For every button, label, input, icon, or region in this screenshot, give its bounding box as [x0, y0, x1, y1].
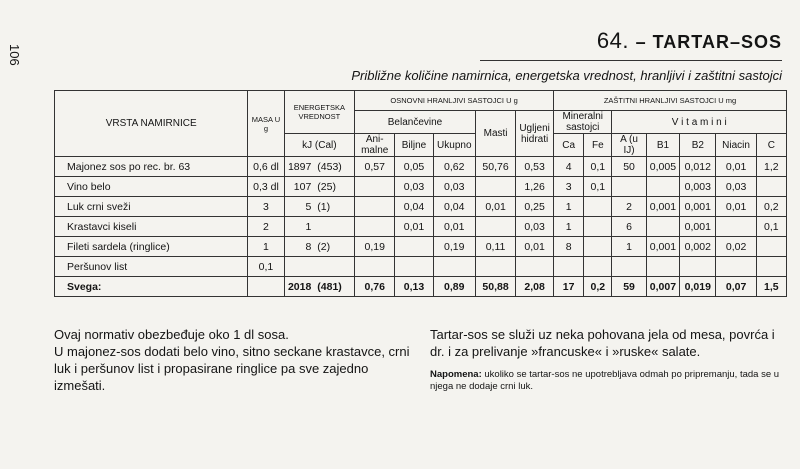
cell-a: 1 — [612, 237, 646, 257]
table-row — [55, 157, 787, 177]
cell-niacin: 0,07 — [716, 277, 756, 297]
cell-cal — [314, 217, 354, 237]
note-label: Napomena: — [430, 369, 482, 380]
cell-ugh: 0,01 — [516, 237, 554, 257]
cell-kj: 107 — [284, 177, 314, 197]
cell-fe — [584, 237, 612, 257]
cell-c — [756, 257, 786, 277]
nutrition-table — [54, 90, 787, 297]
cell-name: Luk crni sveži — [55, 197, 248, 217]
cell-uk: 0,03 — [433, 177, 475, 197]
header-row-1 — [55, 91, 787, 111]
cell-ugh — [516, 257, 554, 277]
cell-a: 2 — [612, 197, 646, 217]
cell-kj: 2018 — [284, 277, 314, 297]
cell-name: Vino belo — [55, 177, 248, 197]
table-row — [55, 237, 787, 257]
col-masti: Masti — [475, 111, 515, 157]
col-c: C — [756, 134, 786, 157]
cell-ca: 1 — [554, 217, 584, 237]
cell-name: Krastavci kiseli — [55, 217, 248, 237]
cell-masti: 0,11 — [475, 237, 515, 257]
cell-b2: 0,001 — [680, 197, 716, 217]
cell-ca: 8 — [554, 237, 584, 257]
cell-fe: 0,1 — [584, 157, 612, 177]
cell-b1: 0,007 — [646, 277, 680, 297]
cell-ca — [554, 257, 584, 277]
cell-masti: 50,76 — [475, 157, 515, 177]
cell-ca: 4 — [554, 157, 584, 177]
note — [430, 369, 786, 393]
cell-c: 0,1 — [756, 217, 786, 237]
cell-ugh: 2,08 — [516, 277, 554, 297]
cell-name: Peršunov list — [55, 257, 248, 277]
col-energetska: ENERGETSKA VREDNOST — [284, 91, 354, 134]
cell-bilj: 0,03 — [395, 177, 433, 197]
cell-kj: 5 — [284, 197, 314, 217]
cell-b1: 0,005 — [646, 157, 680, 177]
cell-name: Majonez sos po rec. br. 63 — [55, 157, 248, 177]
cell-cal: (481) — [314, 277, 354, 297]
col-ca: Ca — [554, 134, 584, 157]
col-animalne: Ani-malne — [355, 134, 395, 157]
left-paragraph-1: Ovaj normativ obezbeđuje oko 1 dl sosa. — [54, 327, 289, 342]
cell-b2: 0,012 — [680, 157, 716, 177]
cell-bilj — [395, 237, 433, 257]
col-b2: B2 — [680, 134, 716, 157]
cell-fe — [584, 217, 612, 237]
col-vitamini: V i t a m i n i — [612, 111, 787, 134]
cell-anim — [355, 257, 395, 277]
right-text: Tartar-sos se služi uz neka pohovana jela od mesa, povrća i dr. i za prelivanje »francuske« i »ruske« salate. — [430, 327, 775, 359]
recipe-number: 64. — [596, 28, 630, 53]
left-text — [54, 326, 414, 394]
cell-c: 1,5 — [756, 277, 786, 297]
cell-a — [612, 257, 646, 277]
col-niacin: Niacin — [716, 134, 756, 157]
cell-niacin — [716, 217, 756, 237]
cell-name: Fileti sardela (ringlice) — [55, 237, 248, 257]
cell-fe: 0,1 — [584, 177, 612, 197]
cell-b1 — [646, 217, 680, 237]
cell-cal — [314, 257, 354, 277]
cell-uk: 0,89 — [433, 277, 475, 297]
cell-c: 1,2 — [756, 157, 786, 177]
col-mineralni: Mineralni sastojci — [554, 111, 612, 134]
cell-masa: 0,6 dl — [248, 157, 284, 177]
col-belancevine: Belančevine — [355, 111, 476, 134]
table-row — [55, 217, 787, 237]
cell-b2: 0,002 — [680, 237, 716, 257]
table-body — [55, 157, 787, 297]
table-row — [55, 197, 787, 217]
cell-kj: 8 — [284, 237, 314, 257]
cell-niacin: 0,02 — [716, 237, 756, 257]
cell-b2: 0,003 — [680, 177, 716, 197]
cell-anim — [355, 197, 395, 217]
cell-ugh: 0,03 — [516, 217, 554, 237]
cell-masa: 0,3 dl — [248, 177, 284, 197]
title-rule — [480, 60, 782, 61]
recipe-name: – TARTAR–SOS — [635, 32, 782, 52]
cell-fe — [584, 257, 612, 277]
cell-a: 50 — [612, 157, 646, 177]
cell-b1 — [646, 257, 680, 277]
col-zastitni: ZAŠTITNI HRANLJIVI SASTOJCI U mg — [554, 91, 787, 111]
cell-b1 — [646, 177, 680, 197]
cell-bilj — [395, 257, 433, 277]
col-a: A (u IJ) — [612, 134, 646, 157]
cell-anim: 0,57 — [355, 157, 395, 177]
cell-ca: 3 — [554, 177, 584, 197]
col-b1: B1 — [646, 134, 680, 157]
cell-ugh: 1,26 — [516, 177, 554, 197]
cell-bilj: 0,01 — [395, 217, 433, 237]
cell-b1: 0,001 — [646, 237, 680, 257]
cell-a — [612, 177, 646, 197]
cell-uk: 0,62 — [433, 157, 475, 177]
col-vrsta: VRSTA NAMIRNICE — [55, 91, 248, 157]
cell-c: 0,2 — [756, 197, 786, 217]
cell-anim: 0,76 — [355, 277, 395, 297]
cell-uk — [433, 257, 475, 277]
cell-kj: 1897 — [284, 157, 314, 177]
cell-bilj: 0,05 — [395, 157, 433, 177]
col-ukupno: Ukupno — [433, 134, 475, 157]
table-row — [55, 257, 787, 277]
col-kj: kJ (Cal) — [284, 134, 354, 157]
cell-fe — [584, 197, 612, 217]
cell-bilj: 0,04 — [395, 197, 433, 217]
cell-masa: 1 — [248, 237, 284, 257]
cell-fe: 0,2 — [584, 277, 612, 297]
cell-uk: 0,01 — [433, 217, 475, 237]
cell-ca: 17 — [554, 277, 584, 297]
cell-cal: (453) — [314, 157, 354, 177]
cell-masti — [475, 257, 515, 277]
cell-masti — [475, 217, 515, 237]
cell-anim: 0,19 — [355, 237, 395, 257]
cell-masa: 2 — [248, 217, 284, 237]
cell-masa: 0,1 — [248, 257, 284, 277]
col-biljne: Biljne — [395, 134, 433, 157]
recipe-title — [597, 28, 782, 54]
cell-niacin: 0,01 — [716, 157, 756, 177]
cell-name: Svega: — [55, 277, 248, 297]
cell-ugh: 0,25 — [516, 197, 554, 217]
cell-b2: 0,001 — [680, 217, 716, 237]
cell-cal: (2) — [314, 237, 354, 257]
subtitle: Približne količine namirnica, energetska vrednost, hranljivi i zaštitni sastojci — [351, 68, 782, 83]
cell-masa — [248, 277, 284, 297]
cell-masti: 50,88 — [475, 277, 515, 297]
cell-kj: 1 — [284, 217, 314, 237]
col-fe: Fe — [584, 134, 612, 157]
cell-a: 6 — [612, 217, 646, 237]
cell-masti: 0,01 — [475, 197, 515, 217]
cell-cal: (25) — [314, 177, 354, 197]
cell-b2: 0,019 — [680, 277, 716, 297]
col-masa: MASA U g — [248, 91, 284, 157]
cell-ca: 1 — [554, 197, 584, 217]
cell-anim — [355, 177, 395, 197]
cell-niacin: 0,03 — [716, 177, 756, 197]
cell-uk: 0,04 — [433, 197, 475, 217]
cell-b1: 0,001 — [646, 197, 680, 217]
cell-niacin: 0,01 — [716, 197, 756, 217]
page-number: 106 — [7, 44, 22, 66]
cell-b2 — [680, 257, 716, 277]
col-osnovni: OSNOVNI HRANLJIVI SASTOJCI U g — [355, 91, 554, 111]
cell-a: 59 — [612, 277, 646, 297]
cell-masti — [475, 177, 515, 197]
cell-masa: 3 — [248, 197, 284, 217]
cell-bilj: 0,13 — [395, 277, 433, 297]
cell-kj — [284, 257, 314, 277]
cell-niacin — [716, 257, 756, 277]
col-ugljeni: Ugljeni hidrati — [516, 111, 554, 157]
left-paragraph-2: U majonez-sos dodati belo vino, sitno seckane krastavce, crni luk i peršunov list i propasirane ringlice pa sve zajedno izmešati. — [54, 344, 410, 393]
table-row — [55, 177, 787, 197]
cell-c — [756, 177, 786, 197]
cell-anim — [355, 217, 395, 237]
total-row — [55, 277, 787, 297]
note-text: ukoliko se tartar-sos ne upotrebljava odmah po pripremanju, tada se u njega ne dodaje crni luk. — [430, 369, 780, 392]
cell-ugh: 0,53 — [516, 157, 554, 177]
cell-cal: (1) — [314, 197, 354, 217]
cell-c — [756, 237, 786, 257]
cell-uk: 0,19 — [433, 237, 475, 257]
